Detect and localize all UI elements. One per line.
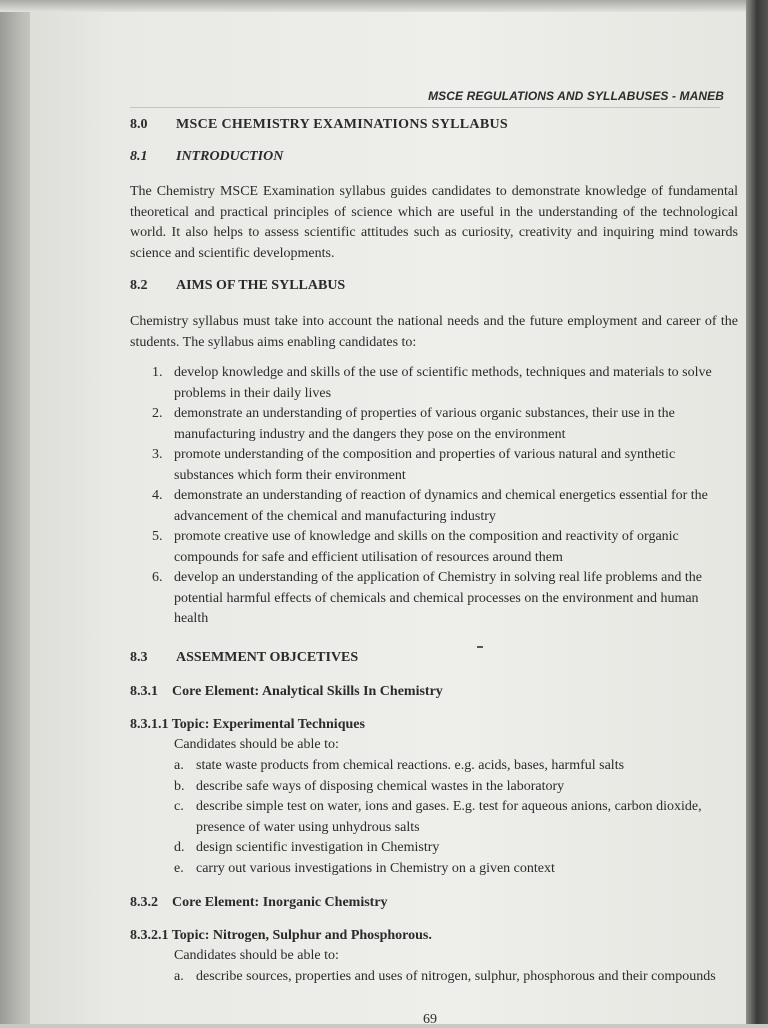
list-item [130, 568, 730, 630]
aims-list [130, 363, 730, 630]
intro-paragraph: The Chemistry MSCE Examination syllabus guides candidates to demonstrate knowledge of fundamental theoretical and practical principles of science which are useful in the understanding of the technological world. It also helps to assess scientific attitudes such as curiosity, creativity and inquiring mind towards science and scientific developments. [130, 184, 738, 261]
intro-number: 8.1 [130, 149, 148, 164]
list-item [130, 445, 730, 486]
item-text: promote creative use of knowledge and skills on the composition and reactivity of organic compounds for safe and efficient utilisation of resources around them [174, 529, 679, 565]
item-letter: c. [174, 799, 184, 814]
topic1-heading: 8.3.1.1 Topic: Experimental Techniques [130, 717, 365, 732]
list-item [130, 486, 730, 527]
core2-heading [130, 893, 388, 914]
item-text: carry out various investigations in Chemistry on a given context [196, 860, 555, 876]
aims-number: 8.2 [130, 278, 148, 293]
aims-heading [130, 276, 345, 297]
intro-heading [130, 147, 283, 168]
item-number: 1. [152, 365, 163, 380]
section-main-heading [130, 115, 508, 136]
item-number: 4. [152, 488, 163, 503]
section-main-number: 8.0 [130, 117, 148, 132]
item-text: demonstrate an understanding of reaction of dynamics and chemical energetics essential for the advancement of the chemical and manufacturing industry [174, 488, 708, 524]
list-item [174, 859, 734, 880]
item-text: design scientific investigation in Chemistry [196, 840, 440, 855]
topic2-list [174, 967, 734, 988]
assessment-number: 8.3 [130, 650, 148, 665]
core1-title: Core Element: Analytical Skills In Chemistry [172, 684, 443, 699]
assessment-title: ASSEMMENT OBJCETIVES [176, 650, 359, 665]
item-text: state waste products from chemical reactions. e.g. acids, bases, harmful salts [196, 758, 625, 773]
core1-number: 8.3.1 [130, 684, 158, 699]
item-letter: e. [174, 860, 184, 876]
core2-title: Core Element: Inorganic Chemistry [172, 895, 388, 910]
running-header: MSCE REGULATIONS AND SYLLABUSES - MANEB [428, 89, 724, 103]
aims-title: AIMS OF THE SYLLABUS [176, 278, 346, 293]
item-letter: a. [174, 758, 184, 773]
item-number: 5. [152, 529, 163, 544]
section-main-title: MSCE CHEMISTRY EXAMINATIONS SYLLABUS [176, 117, 508, 132]
item-text: develop an understanding of the application of Chemistry in solving real life problems and the potential harmful effects of chemicals and chemical processes on the environment and human health [174, 570, 702, 626]
item-text: describe safe ways of disposing chemical wastes in the laboratory [196, 778, 565, 794]
list-item [174, 797, 734, 838]
topic2-lead: Candidates should be able to: [174, 948, 339, 963]
item-number: 2. [152, 406, 163, 421]
list-item [174, 756, 734, 777]
intro-title: INTRODUCTION [176, 149, 284, 164]
list-item [174, 967, 734, 988]
topic1-lead: Candidates should be able to: [174, 737, 339, 752]
list-item [174, 838, 734, 859]
page-shadow-right [746, 0, 768, 1024]
assessment-heading [130, 648, 358, 669]
item-text: promote understanding of the composition and properties of various natural and synthetic substances which form their environment [174, 447, 676, 483]
item-text: demonstrate an understanding of properties of various organic substances, their use in the manufacturing industry and the dangers they pose on the environment [174, 406, 675, 442]
item-letter: d. [174, 840, 185, 855]
aims-paragraph: Chemistry syllabus must take into account the national needs and the future employment and career of the students. The syllabus aims enabling candidates to: [130, 314, 738, 350]
stray-mark [477, 646, 483, 648]
topic2-heading: 8.3.2.1 Topic: Nitrogen, Sulphur and Phosphorous. [130, 928, 432, 943]
list-item [130, 404, 730, 445]
list-item [174, 777, 734, 798]
item-text: describe simple test on water, ions and gases. E.g. test for aqueous anions, carbon dioxide, presence of water using unhydrous salts [196, 799, 702, 835]
item-letter: b. [174, 778, 185, 794]
list-item [130, 363, 730, 404]
item-number: 6. [152, 570, 163, 585]
item-letter: a. [174, 969, 184, 984]
header-rule [130, 107, 720, 108]
list-item [130, 527, 730, 568]
item-text: develop knowledge and skills of the use of scientific methods, techniques and materials to solve problems in their daily lives [174, 365, 712, 401]
item-text: describe sources, properties and uses of nitrogen, sulphur, phosphorous and their compounds [196, 969, 716, 984]
item-number: 3. [152, 447, 163, 462]
page-top-edge [0, 0, 768, 12]
topic1-list [174, 756, 734, 879]
core1-heading [130, 682, 443, 703]
core2-number: 8.3.2 [130, 895, 158, 910]
page-number: 69 [423, 1012, 437, 1027]
